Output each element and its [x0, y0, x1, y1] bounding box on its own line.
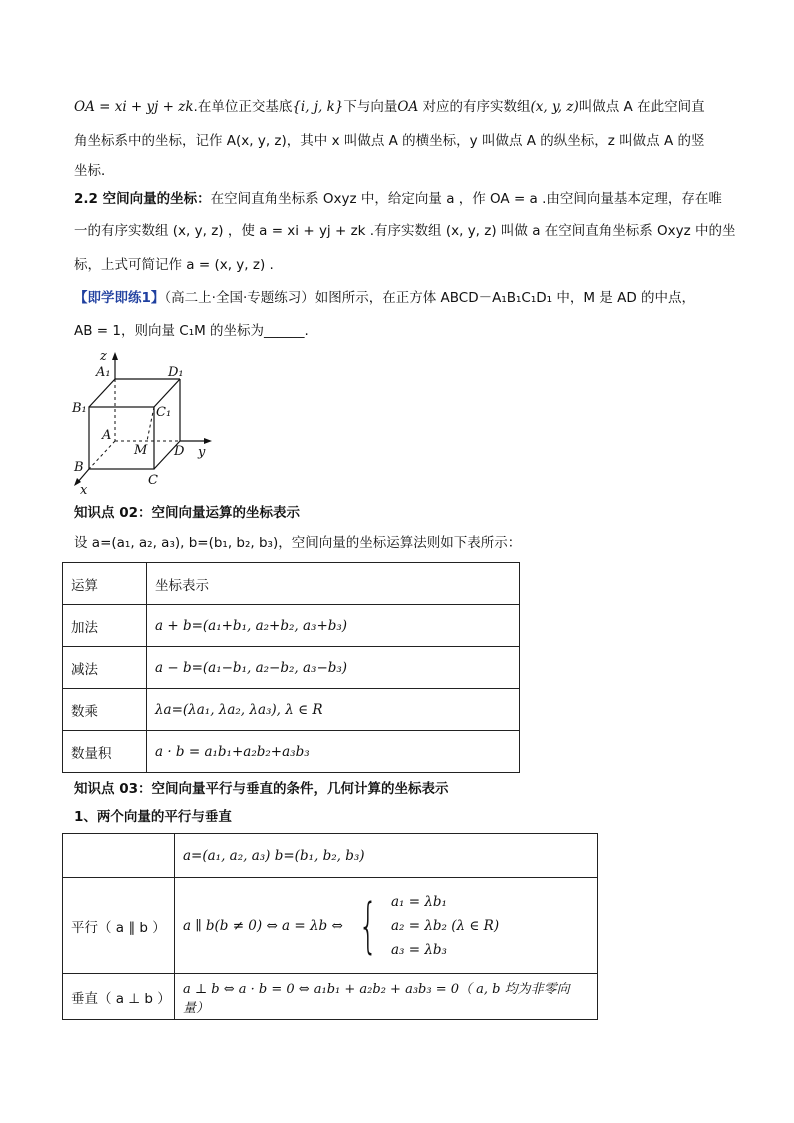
- label-a: A: [102, 428, 112, 443]
- label-c: C: [148, 473, 158, 488]
- brace-icon: {: [358, 890, 378, 961]
- label-d: D: [174, 444, 185, 459]
- table-row: 加法 a + b=(a₁+b₁, a₂+b₂, a₃+b₃): [63, 605, 520, 647]
- label-y: y: [198, 445, 206, 460]
- table-header-cell: 运算: [63, 563, 147, 605]
- label-c1: C₁: [156, 405, 172, 420]
- table-header-row: [63, 563, 520, 605]
- formula-oa: OA = xi + yj + zk: [74, 99, 194, 115]
- section-title-2-2: 2.2 空间向量的坐标：: [74, 191, 211, 207]
- para1-line3: 坐标．: [74, 163, 115, 179]
- para2-line1: 2.2 空间向量的坐标：在空间直角坐标系 Oxyz 中，给定向量 a ，作 OA = a .由空间向量基本定理，存在唯: [74, 191, 722, 207]
- knowledge-02-title: 知识点 02：空间向量运算的坐标表示: [74, 505, 300, 521]
- table-row: 数量积 a · b = a₁b₁+a₂b₂+a₃b₃: [63, 731, 520, 773]
- parallel-label: 平行（ a ∥ b ）: [63, 878, 175, 974]
- knowledge-02-intro: 设 a=(a₁, a₂, a₃), b=(b₁, b₂, b₃)，空间向量的坐标运算法则如下表所示：: [74, 535, 522, 551]
- parallel-perpendicular-table: [62, 833, 598, 1020]
- label-x: x: [80, 483, 88, 495]
- table-header-cell: 坐标表示: [147, 563, 520, 605]
- exercise-tag: 【即学即练1】: [74, 290, 165, 306]
- para2-line3: 标，上式可简记作 a = (x, y, z) .: [74, 257, 274, 273]
- para2-line2: 一的有序实数组 (x, y, z) ，使 a = xi + yj + zk .有序实数组 (x, y, z) 叫做 a 在空间直角坐标系 Oxyz 中的坐: [74, 223, 736, 239]
- perpendicular-formula: a ⊥ b ⇔ a · b = 0 ⇔ a₁b₁ + a₂b₂ + a₃b₃ = 0（ a, b 均为非零向量）: [175, 974, 598, 1020]
- exercise-line2: AB = 1，则向量 C₁M 的坐标为______.: [74, 323, 309, 339]
- label-a1: A₁: [96, 365, 111, 380]
- label-b: B: [74, 460, 84, 475]
- parallel-formula: a ∥ b(b ≠ 0) ⇔ a = λb ⇔: [183, 917, 343, 934]
- para1-line2: 角坐标系中的坐标，记作 A(x, y, z)，其中 x 叫做点 A 的横坐标，y 叫做点 A 的纵坐标，z 叫做点 A 的竖: [74, 133, 705, 149]
- table-row: [63, 974, 598, 1020]
- table-row: 数乘 λa=(λa₁, λa₂, λa₃), λ ∈ R: [63, 689, 520, 731]
- table-row: 平行（ a ∥ b ） a ∥ b(b ≠ 0) ⇔ a = λb ⇔ { a₁ = λb₁ a₂ = λb₂ (λ ∈ R) a₃ = λb₃: [63, 878, 598, 974]
- perpendicular-label: 垂直（ a ⊥ b ）: [63, 974, 175, 1020]
- knowledge-03-subtitle: 1、两个向量的平行与垂直: [74, 809, 232, 825]
- label-d1: D₁: [168, 365, 184, 380]
- knowledge-03-title: 知识点 03：空间向量平行与垂直的条件，几何计算的坐标表示: [74, 781, 449, 797]
- label-m: M: [134, 443, 148, 458]
- exercise-line1: 【即学即练1】（高二上·全国·专题练习）如图所示，在正方体 ABCD－A₁B₁C₁D₁ 中，M 是 AD 的中点，: [74, 290, 696, 306]
- label-b1: B₁: [72, 401, 87, 416]
- table-row: 减法 a − b=(a₁−b₁, a₂−b₂, a₃−b₃): [63, 647, 520, 689]
- cube-figure: [70, 350, 220, 495]
- table-row: a=(a₁, a₂, a₃) b=(b₁, b₂, b₃): [63, 834, 598, 878]
- coordinate-ops-table: [62, 562, 520, 773]
- para1-line1: OA = xi + yj + zk.在单位正交基底{i, j, k}下与向量OA 对应的有序实数组(x, y, z)叫做点 A 在此空间直: [74, 99, 705, 115]
- label-z: z: [100, 350, 107, 364]
